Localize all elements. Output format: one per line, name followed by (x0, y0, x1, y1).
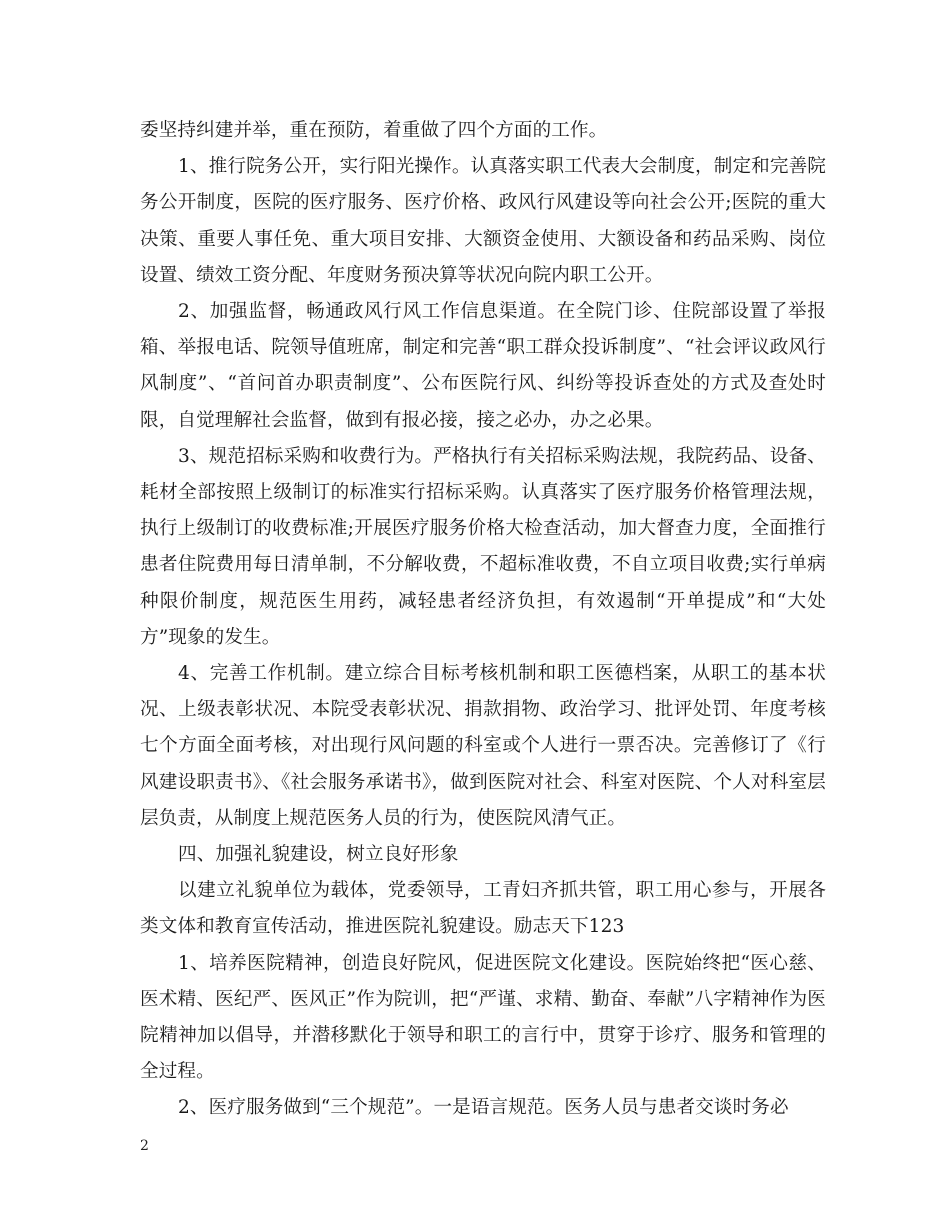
section-heading: 四、加强礼貌建设，树立良好形象 (178, 844, 459, 866)
paragraph-9: 2、医疗服务做到“三个规范”。一是语言规范。医务人员与患者交谈时务必 (178, 1097, 789, 1119)
paragraph-8: 1、培养医院精神，创造良好院风，促进医院文化建设。医院始终把“医心慈、医术精、医纪严、医风正”作为院训，把“严谨、求精、勤奋、奉献”八字精神作为医院精神加以倡导，并潜移默化于领导和职工的言行中，贯穿于诊疗、服务和管理的全过程。 (140, 952, 826, 1083)
paragraph-2: 1、推行院务公开，实行阳光操作。认真落实职工代表大会制度，制定和完善院务公开制度，医院的医疗服务、医疗价格、政风行风建设等向社会公开;医院的重大决策、重要人事任免、重大项目安排、大额资金使用、大额设备和药品采购、岗位设置、绩效工资分配、年度财务预决算等状况向院内职工公开。 (140, 156, 826, 286)
paragraph-7: 以建立礼貌单位为载体，党委领导，工青妇齐抓共管，职工用心参与，开展各类文体和教育宣传活动，推进医院礼貌建设。励志天下123 (140, 880, 826, 938)
paragraph-1: 委坚持纠建并举，重在预防，着重做了四个方面的工作。 (140, 120, 608, 141)
document-body (140, 113, 826, 1127)
paragraph-3: 2、加强监督，畅通政风行风工作信息渠道。在全院门诊、住院部设置了举报箱、举报电话、院领导值班席，制定和完善“职工群众投诉制度”、“社会评议政风行风制度”、“首问首办职责制度”、公布医院行风、纠纷等投诉查处的方式及查处时限，自觉理解社会监督，做到有报必接，接之必办，办之必果。 (140, 301, 826, 431)
paragraph-5: 4、完善工作机制。建立综合目标考核机制和职工医德档案，从职工的基本状况、上级表彰状况、本院受表彰状况、捐款捐物、政治学习、批评处罚、年度考核七个方面全面考核，对出现行风问题的科室或个人进行一票否决。完善修订了《行风建设职责书》、《社会服务承诺书》，做到医院对社会、科室对医院、个人对科室层层负责，从制度上规范医务人员的行为，使医院风清气正。 (140, 663, 826, 829)
paragraph-4: 3、规范招标采购和收费行为。严格执行有关招标采购法规，我院药品、设备、耗材全部按照上级制订的标准实行招标采购。认真落实了医疗服务价格管理法规，执行上级制订的收费标准;开展医疗服务价格大检查活动，加大督查力度，全面推行患者住院费用每日清单制，不分解收费，不超标准收费，不自立项目收费;实行单病种限价制度，规范医生用药，减轻患者经济负担，有效遏制“开单提成”和“大处方”现象的发生。 (140, 445, 826, 648)
page-number: 2 (140, 1138, 149, 1154)
